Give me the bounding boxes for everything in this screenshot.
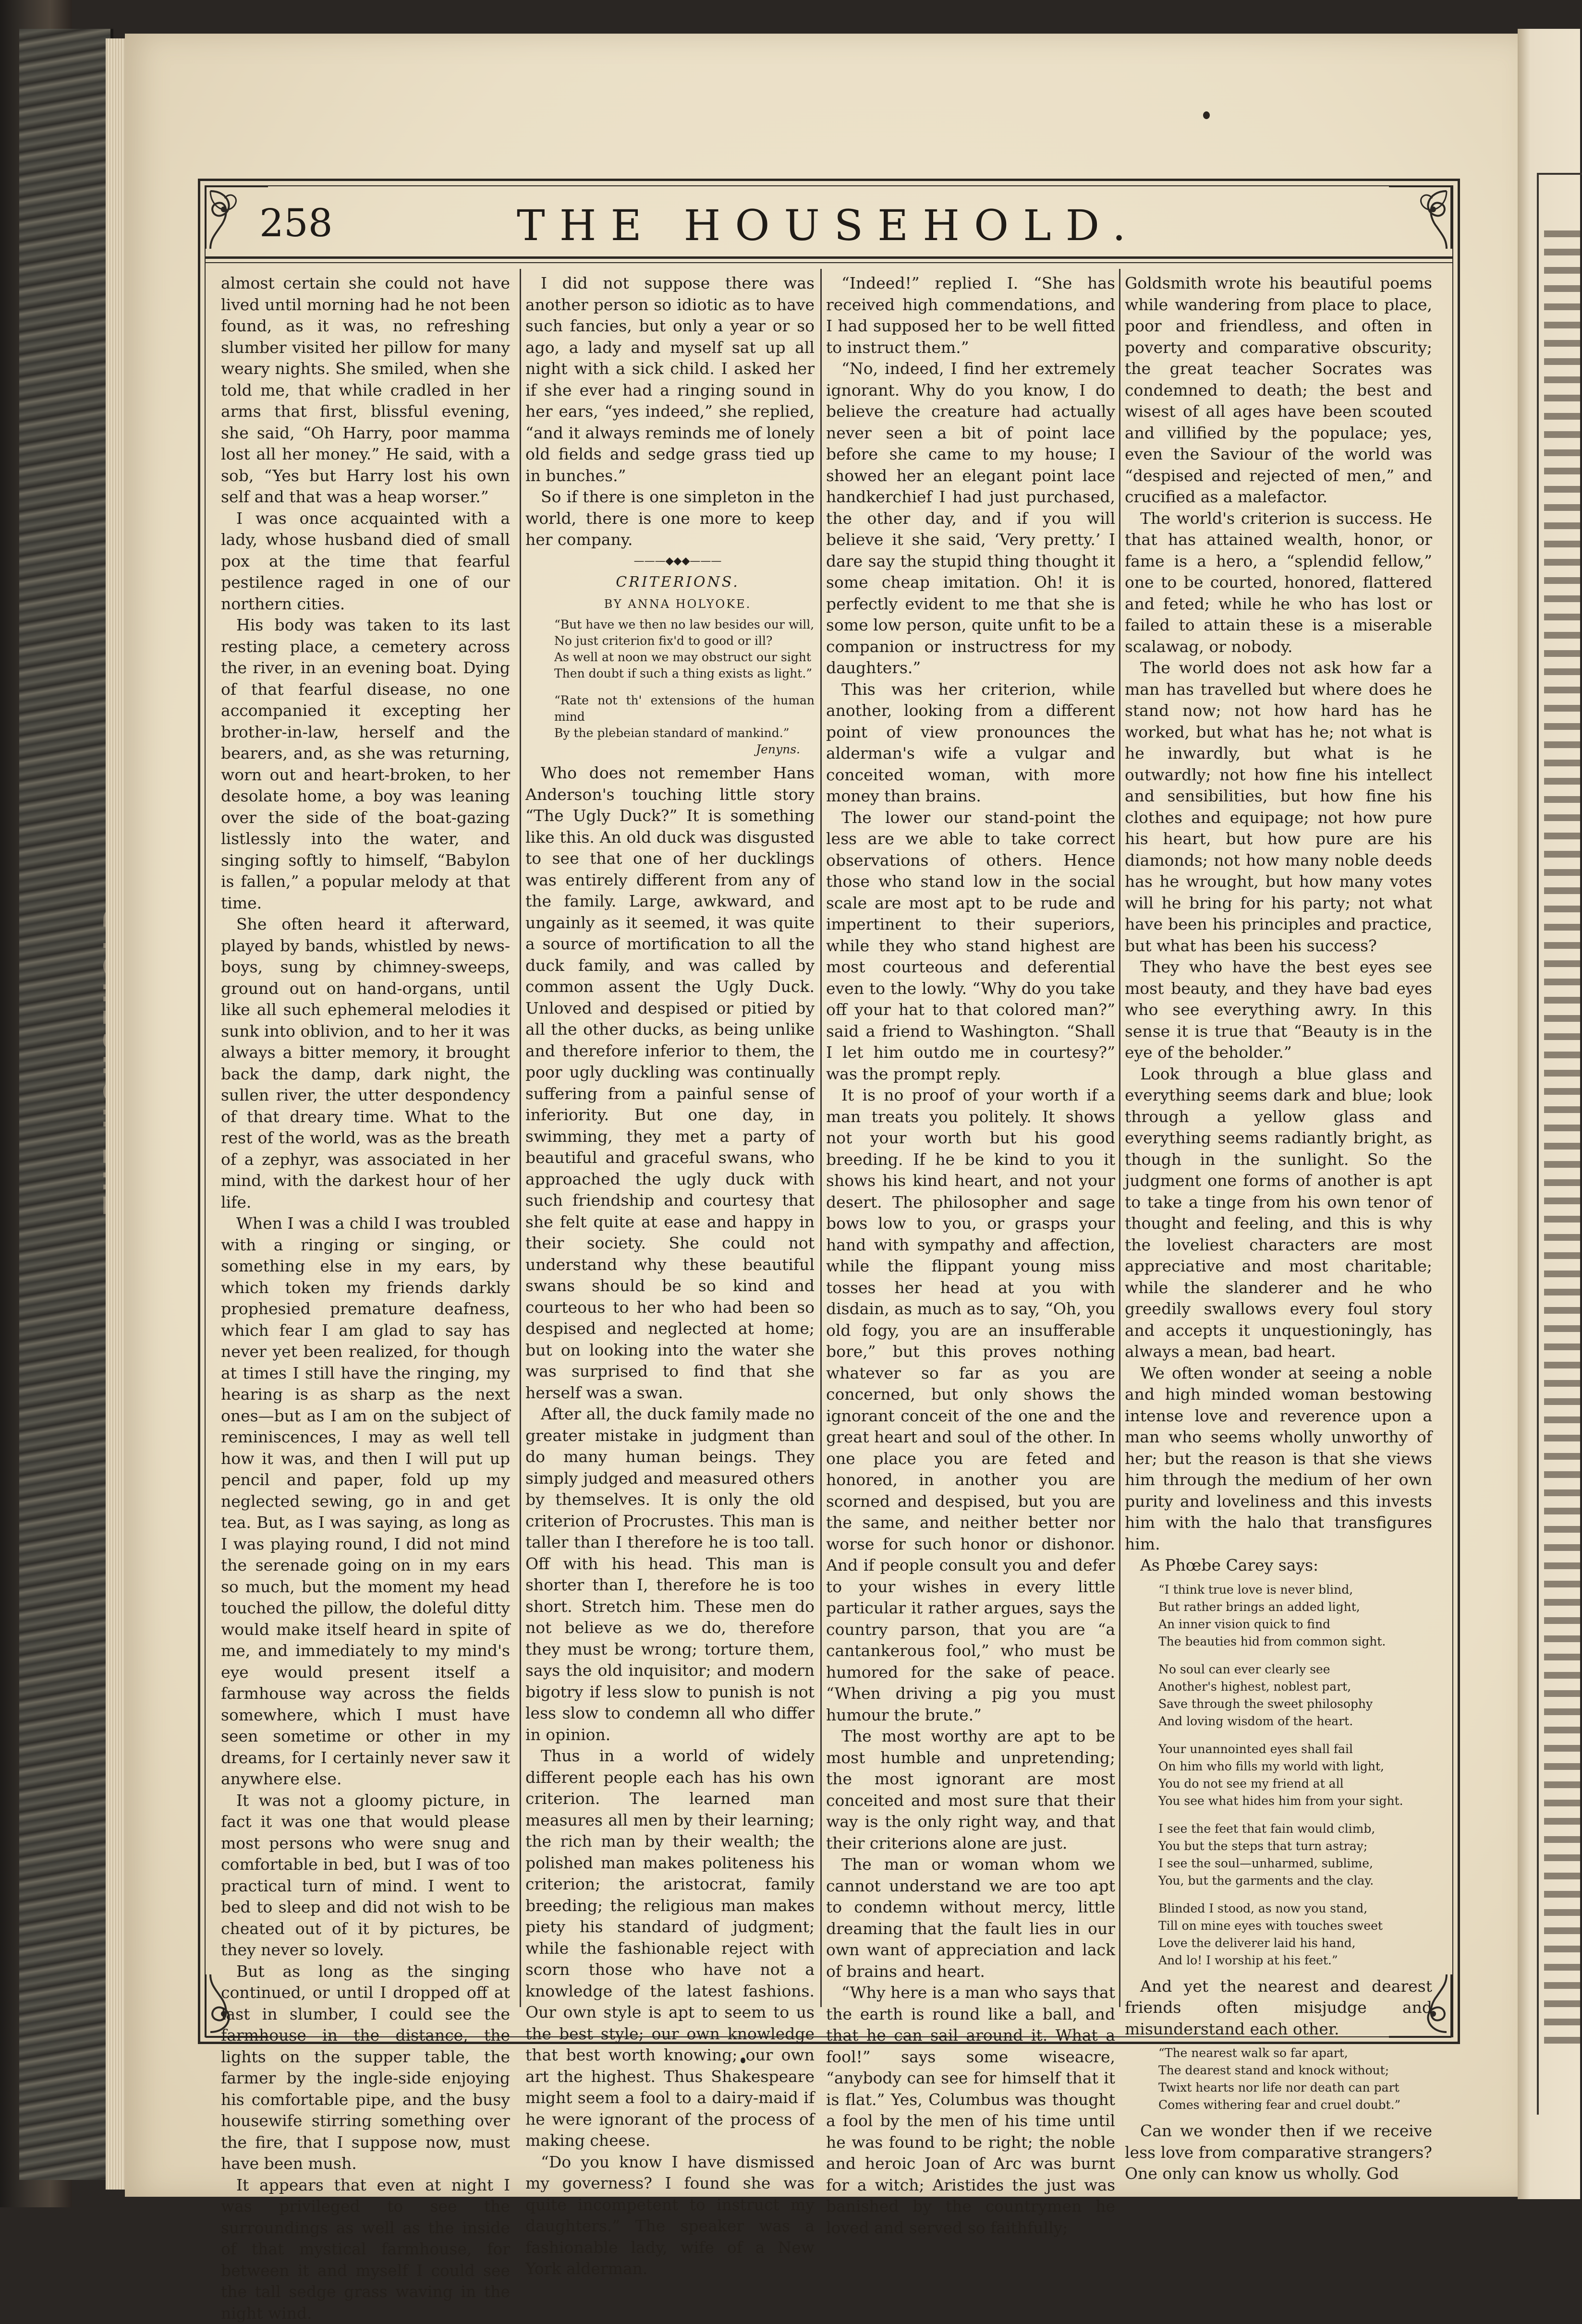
page-number: 258 [259,201,333,245]
verse-line: Love the deliverer laid his hand, [1158,1935,1432,1952]
paragraph: The world's criterion is success. He that has attained wealth, honor, or fame is a hero, a “splendid fellow,” one to be courted, honored, flattered and feted; while he who has lost or failed to attain these is a miserable scalawag, or nobody. [1125,508,1432,658]
verse-line: And loving wisdom of the heart. [1158,1713,1432,1730]
verse-line: No soul can ever clearly see [1158,1661,1432,1678]
poem-stanza [1158,1661,1432,1730]
paragraph: And yet the nearest and dearest friends often misjudge and misunderstand each other. [1125,1976,1432,2040]
poem-quotation [1125,2045,1432,2114]
paragraph: But as long as the singing continued, or until I dropped off at last in slumber, I could see the farmhouse in the distance, the lights on the supper table, the farmer by the ingle-side enjoying his comfortable pipe, and the busy housewife stirring something over the fire, that I suppose now, must have been mush. [221,1961,510,2175]
verse-line: Save through the sweet philosophy [1158,1695,1432,1713]
paragraph: “Indeed!” replied I. “She has received high commendations, and I had supposed her to be well fitted to instruct them.” [826,273,1115,358]
header-rule-thin [205,262,1453,263]
paragraph: They who have the best eyes see most beauty, and they have bad eyes who see everything awry. In this sense it is true that “Beauty is in the eye of the beholder.” [1125,956,1432,1064]
text-column-2 [525,273,815,1982]
verse-line: Comes withering fear and cruel doubt.” [1158,2096,1432,2114]
verse-line: I see the feet that fain would climb, [1158,1820,1432,1838]
paragraph: “Why here is a man who says that the earth is round like a ball, and that he can sail around it. What a fool!” says some wiseacre, “anybody can see for himself that it is flat.” Yes, Columbus was thought a fool by the men of his time until he was found to be right; the noble and heroic Joan of Arc was burnt for a witch; Aristides the just was banished by the countrymen he loved and served so faithfully; [826,1982,1115,2239]
verse-line: Then doubt if such a thing exists as light.” [554,666,815,682]
verse-line: Your unannointed eyes shall fail [1158,1741,1432,1758]
epigraph [525,617,815,758]
facing-page-text [1544,230,1580,2055]
corner-ornament-top-right [1384,182,1456,254]
text-column-4 [1125,273,1432,1982]
verse-line: As well at noon we may obstruct our sight [554,649,815,666]
paragraph: It appears that even at night I was privileged to see the surroundings as well as the inside of that mystical farmhouse, for between it and myself I could see the tall sedge grass waving in the night wind. [221,2175,510,2324]
paragraph: Can we wonder then if we receive less love from comparative strangers? One only can know us wholly. God [1125,2120,1432,2185]
verse-line: By the plebeian standard of mankind.” [554,725,815,741]
paragraph: When I was a child I was troubled with a ringing or singing, or something else in my ears, by which token my friends darkly prophesied premature deafness, which fear I am glad to say has never yet been realized, for though at times I still have the ringing, my hearing is as sharp as the next ones—but as I am on the subject of reminiscences, I may as well tell how it was, and then I will put up pencil and paper, fold up my neglected sewing, go in and get tea. But, as I was saying, as long as I was playing round, I did not mind the serenade going on in my ears so much, but the moment my head touched the pillow, the doleful ditty would make itself heard in spite of me, and immediately to my mind's eye would present itself a farmhouse way across the fields somewhere, which I must have seen sometime or other in my dreams, for I certainly never saw it anywhere else. [221,1213,510,1790]
paragraph: After all, the duck family made no greater mistake in judgment than do many human beings. They simply judged and measured others by themselves. It is only the old criterion of Procrustes. This man is taller than I therefore he is too tall. Off with his head. This man is shorter than I, therefore he is too short. Stretch him. These men do not believe as we do, therefore they must be wrong; torture them, says the old inquisitor; and modern bigotry if less slow to punish is not less slow to condemn all who differ in opinion. [525,1404,815,1745]
paragraph: The world does not ask how far a man has travelled but where does he stand now; not how hard has he worked, but what has he; not what is he inwardly, but what is he outwardly; not how fine his intellect and sensibilities, but how fine his clothes and equipage; not how pure his heart, but how pure are his diamonds; not how many noble deeds has he wrought, but how many votes will he bring for his party; not what have been his principles and practice, but what has been his success? [1125,657,1432,956]
paragraph: The most worthy are apt to be most humble and unpretending; the most ignorant are most conceited and most sure that their way is the only right way, and that their criterions alone are just. [826,1726,1115,1854]
paragraph: The man or woman whom we cannot understand we are too apt to condemn without mercy, little dreaming that the fault lies in our own want of appreciation and lack of brains and heart. [826,1854,1115,1982]
column-rule [520,269,521,2007]
poem-stanza [1158,1581,1432,1650]
verse-line: “But have we then no law besides our will, [554,617,815,633]
verse-line: No just criterion fix'd to good or ill? [554,633,815,649]
header-rule-thick [205,256,1453,259]
verse-line: But rather brings an added light, [1158,1598,1432,1616]
text-column-1 [221,273,510,1982]
paragraph: Who does not remember Hans Anderson's touching little story “The Ugly Duck?” It is something like this. An old duck was disgusted to see that one of her ducklings was entirely different from any of the family. Large, awkward, and ungainly as it seemed, it was quite a source of mortification to all the duck family, and was called by common assent the Ugly Duck. Unloved and despised or pitied by all the other ducks, as being unlike and therefore inferior to them, the poor ugly duckling was continually suffering from a painful sense of inferiority. But one day, in swimming, they met a party of beautiful and graceful swans, who approached the ugly duck with such friendship and courtesy that she felt quite at ease and happy in their society. She could not understand why these beautiful swans should be so kind and courteous to her who had been so despised and neglected at home; but on looking into the water she was surprised to find that she herself was a swan. [525,763,815,1404]
poem-phoebe-carey [1125,1581,1432,1969]
section-separator: ———◆◆◆——— [525,551,815,572]
paragraph: We often wonder at seeing a noble and high minded woman bestowing intense love and reverence upon a man who seems wholly unworthy of her; but the reason is that she views him through the medium of her own purity and loveliness and this invests him with the halo that transfigures him. [1125,1363,1432,1555]
paragraph: almost certain she could not have lived until morning had he not been found, as it was, no refreshing slumber visited her pillow for many weary nights. She smiled, when she told me, that while cradled in her arms that first, blissful evening, she said, “Oh Harry, poor mamma lost all her money.” He said, with a sob, “Yes but Harry lost his own self and that was a heap worser.” [221,273,510,508]
article-title: CRITERIONS. [525,572,815,593]
ink-speck [1203,111,1210,119]
paragraph: As Phœbe Carey says: [1125,1555,1432,1576]
verse-line: You but the steps that turn astray; [1158,1838,1432,1855]
paragraph: This was her criterion, while another, looking from a different point of view pronounces the alderman's wife a vulgar and conceited woman, with more money than brains. [826,679,1115,807]
paragraph: Goldsmith wrote his beautiful poems while wandering from place to place, poor and friendless, and often in poverty and comparative obscurity; the great teacher Socrates was condemned to death; the best and wisest of all ages have been scouted and villified by the populace; yes, even the Saviour of the world was “despised and rejected of men,” and crucified as a malefactor. [1125,273,1432,508]
article-byline: BY ANNA HOLYOKE. [525,593,815,615]
verse-line: Twixt hearts nor life nor death can part [1158,2079,1432,2096]
paragraph: Thus in a world of widely different people each has his own criterion. The learned man measures all men by their learning; the rich man by their wealth; the polished man makes politeness his criterion; the aristocrat, family breeding; the religious man makes piety his standard of judgment; while the fashionable reject with scorn those who have not a knowledge of the latest fashions. Our own style is apt to seem to us the best style; our own knowledge that best worth knowing; our own art the highest. Thus Shakespeare might seem a fool to a dairy-maid if he were ignorant of the process of making cheese. [525,1745,815,2152]
verse-line: Another's highest, noblest part, [1158,1678,1432,1695]
epigraph-attribution: Jenyns. [554,741,815,758]
text-column-3 [826,273,1115,1982]
verse-line: Till on mine eyes with touches sweet [1158,1917,1432,1935]
verse-line: “I think true love is never blind, [1158,1581,1432,1598]
paragraph: She often heard it afterward, played by bands, whistled by news-boys, sung by chimney-sweeps, ground out on hand-organs, until like all such ephemeral melodies it sunk into oblivion, and to her it was always a bitter memory, it brought back the damp, dark night, the sullen river, the utter despondency of that dreary time. What to the rest of the world, was as the breath of a zephyr, was associated in her mind, with the darkest hour of her life. [221,914,510,1213]
paragraph: It is no proof of your worth if a man treats you politely. It shows not your worth but his good breeding. If he be kind to you it shows his kind heart, and not your desert. The philosopher and sage bows low to you, or grasps your hand with sympathy and affection, while the flippant young miss tosses her head at you with disdain, as much as to say, “Oh, you old fogy, you are an insufferable bore,” but this proves nothing whatever so far as you are concerned, but only shows the ignorant conceit of the one and the great heart and soul of the other. In one place you are feted and honored, in another you are scorned and despised, but you are the same, and neither better nor worse for such honor or dishonor. And if people consult you and defer to your wishes in every little particular it rather argues, says the country parson, that you are “a cantankerous fool,” who must be humored for the sake of peace. “When driving a pig you must humour the brute.” [826,1085,1115,1726]
paragraph: The lower our stand-point the less are we able to take correct observations of others. Hence those who stand low in the social scale are most apt to be rude and impertinent to their superiors, while they who stand highest are most courteous and deferential even to the lowly. “Why do you take off your hat to that colored man?” said a friend to Washington. “Shall I let him outdo me in courtesy?” was the prompt reply. [826,807,1115,1085]
paragraph: Look through a blue glass and everything seems dark and blue; look through a yellow glass and everything seems radiantly bright, as though in the sunlight. So the judgment one forms of another is apt to take a tinge from his own tenor of thought and feeling, and this is why the loveliest characters are most appreciative and most charitable; while the slanderer and he who greedily swallows every foul story and accepts it unquestioningly, has always a mean, bad heart. [1125,1064,1432,1363]
paragraph: “No, indeed, I find her extremely ignorant. Why do you know, I do believe the creature had actually never seen a bit of point lace before she came to my house; I showed her an elegant point lace handkerchief I had just purchased, the other day, and if you will believe it she said, ‘Very pretty.’ I dare say the stupid thing thought it some cheap imitation. Oh! it is perfectly evident to me that she is some low person, quite unfit to be a companion or instructress for my daughters.” [826,358,1115,679]
poem-stanza [1158,1741,1432,1810]
verse-line: An inner vision quick to find [1158,1616,1432,1633]
verse-line: The beauties hid from common sight. [1158,1633,1432,1650]
paragraph: So if there is one simpleton in the world, there is one more to keep her company. [525,486,815,551]
verse-line: You see what hides him from your sight. [1158,1792,1432,1810]
column-rule [820,269,822,2007]
paragraph: It was not a gloomy picture, in fact it was one that would please most persons who were snug and comfortable in bed, but I was of too practical turn of mind. I went to bed to sleep and did not wish to be cheated out of it by pictures, be they never so lovely. [221,1790,510,1961]
verse-line: Blinded I stood, as now you stand, [1158,1900,1432,1917]
verse-line: You do not see my friend at all [1158,1775,1432,1792]
verse-line: On him who fills my world with light, [1158,1758,1432,1775]
paragraph: I was once acquainted with a lady, whose husband died of small pox at the time that fearful pestilence raged in one of our northern cities. [221,508,510,615]
verse-line: You, but the garments and the clay. [1158,1872,1432,1889]
paragraph: “Do you know I have dismissed my governess? I found she was quite incompetent to instruct my daughters.” The speaker was a fashionable lady, wife of a New York alderman. [525,2152,815,2280]
verse-line: The dearest stand and knock without; [1158,2062,1432,2079]
verse-line: I see the soul—unharmed, sublime, [1158,1855,1432,1872]
poem-stanza [1158,1900,1432,1969]
verse-line: “The nearest walk so far apart, [1158,2045,1432,2062]
masthead-title: THE HOUSEHOLD. [504,201,1153,250]
paragraph: His body was taken to its last resting place, a cemetery across the river, in an evening boat. Dying of that fearful disease, no one accompanied it excepting her brother-in-law, herself and the bearers, and, as she was returning, worn out and heart-broken, to her desolate home, a boy was leaning over the side of the boat-gazing listlessly into the water, and singing softly to himself, “Babylon is fallen,” a popular melody at that time. [221,615,510,914]
verse-line: And lo! I worship at his feet.” [1158,1952,1432,1969]
poem-stanza [1158,1820,1432,1889]
verse-line: “Rate not th' extensions of the human mind [554,692,815,725]
column-rule [1119,269,1120,2007]
paragraph: I did not suppose there was another person so idiotic as to have such fancies, but only a year or so ago, a lady and myself sat up all night with a sick child. I asked her if she ever had a ringing sound in her ears, “yes indeed,” she replied, “and it always reminds me of lonely old fields and sedge grass tied up in bunches.” [525,273,815,486]
